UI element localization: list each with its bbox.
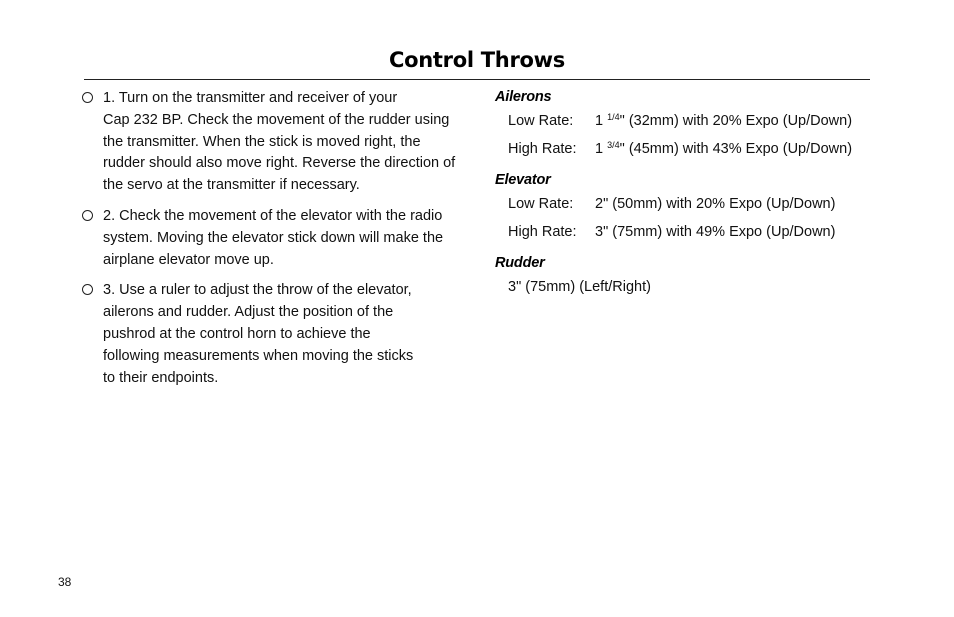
throws-table	[495, 86, 895, 298]
value-whole: 1	[595, 113, 604, 129]
elevator-heading: Elevator	[495, 172, 551, 188]
checkbox-icon[interactable]	[82, 210, 93, 221]
value-rest: " (32mm) with 20% Expo (Up/Down)	[619, 113, 853, 129]
instruction-list	[82, 88, 474, 398]
elevator-low-rate-row	[495, 193, 895, 221]
rate-value	[595, 138, 852, 161]
fraction-denominator: 4	[614, 140, 620, 150]
instruction-step-3	[82, 280, 474, 389]
ailerons-high-rate-row	[495, 138, 895, 169]
fraction-numerator: 1	[607, 112, 613, 122]
rate-label: Low Rate:	[508, 113, 574, 129]
step-text: 1. Turn on the transmitter and receiver of your Cap 232 BP. Check the movement of the rudder using the transmitter. When the stick is moved right, the rudder should also move right. Reverse the direction of the servo at the transmitter if necessary.	[103, 90, 456, 194]
step-text: 3. Use a ruler to adjust the throw of the elevator, ailerons and rudder. Adjust the position of the pushrod at the control horn to achieve the following measurements when moving the sticks to their endpoints.	[103, 282, 414, 386]
page-title: Control Throws	[389, 48, 565, 72]
fraction-numerator: 3	[607, 140, 613, 150]
rate-value: 3" (75mm) with 49% Expo (Up/Down)	[595, 224, 836, 240]
ailerons-heading: Ailerons	[495, 89, 552, 105]
rate-label: High Rate:	[508, 141, 577, 157]
rate-label: High Rate:	[508, 224, 577, 240]
rate-label: Low Rate:	[508, 196, 574, 212]
step-text: 2. Check the movement of the elevator with the radio system. Moving the elevator stick down will make the airplane elevator move up.	[103, 207, 444, 268]
instruction-step-2	[82, 206, 474, 271]
value-whole: 1	[595, 141, 604, 157]
elevator-high-rate-row	[495, 221, 895, 252]
rudder-value: 3" (75mm) (Left/Right)	[508, 279, 651, 295]
fraction: 1/4	[607, 112, 620, 122]
fraction-denominator: 4	[614, 112, 620, 122]
checkbox-icon[interactable]	[82, 92, 93, 103]
checkbox-icon[interactable]	[82, 284, 93, 295]
rate-value	[595, 110, 852, 133]
fraction: 3/4	[607, 140, 620, 150]
rate-value: 2" (50mm) with 20% Expo (Up/Down)	[595, 196, 836, 212]
ailerons-low-rate-row	[495, 110, 895, 138]
page-number: 38	[58, 575, 72, 589]
value-rest: " (45mm) with 43% Expo (Up/Down)	[619, 141, 853, 157]
title-divider	[84, 79, 870, 80]
instruction-step-1	[82, 88, 474, 197]
rudder-heading: Rudder	[495, 255, 545, 271]
